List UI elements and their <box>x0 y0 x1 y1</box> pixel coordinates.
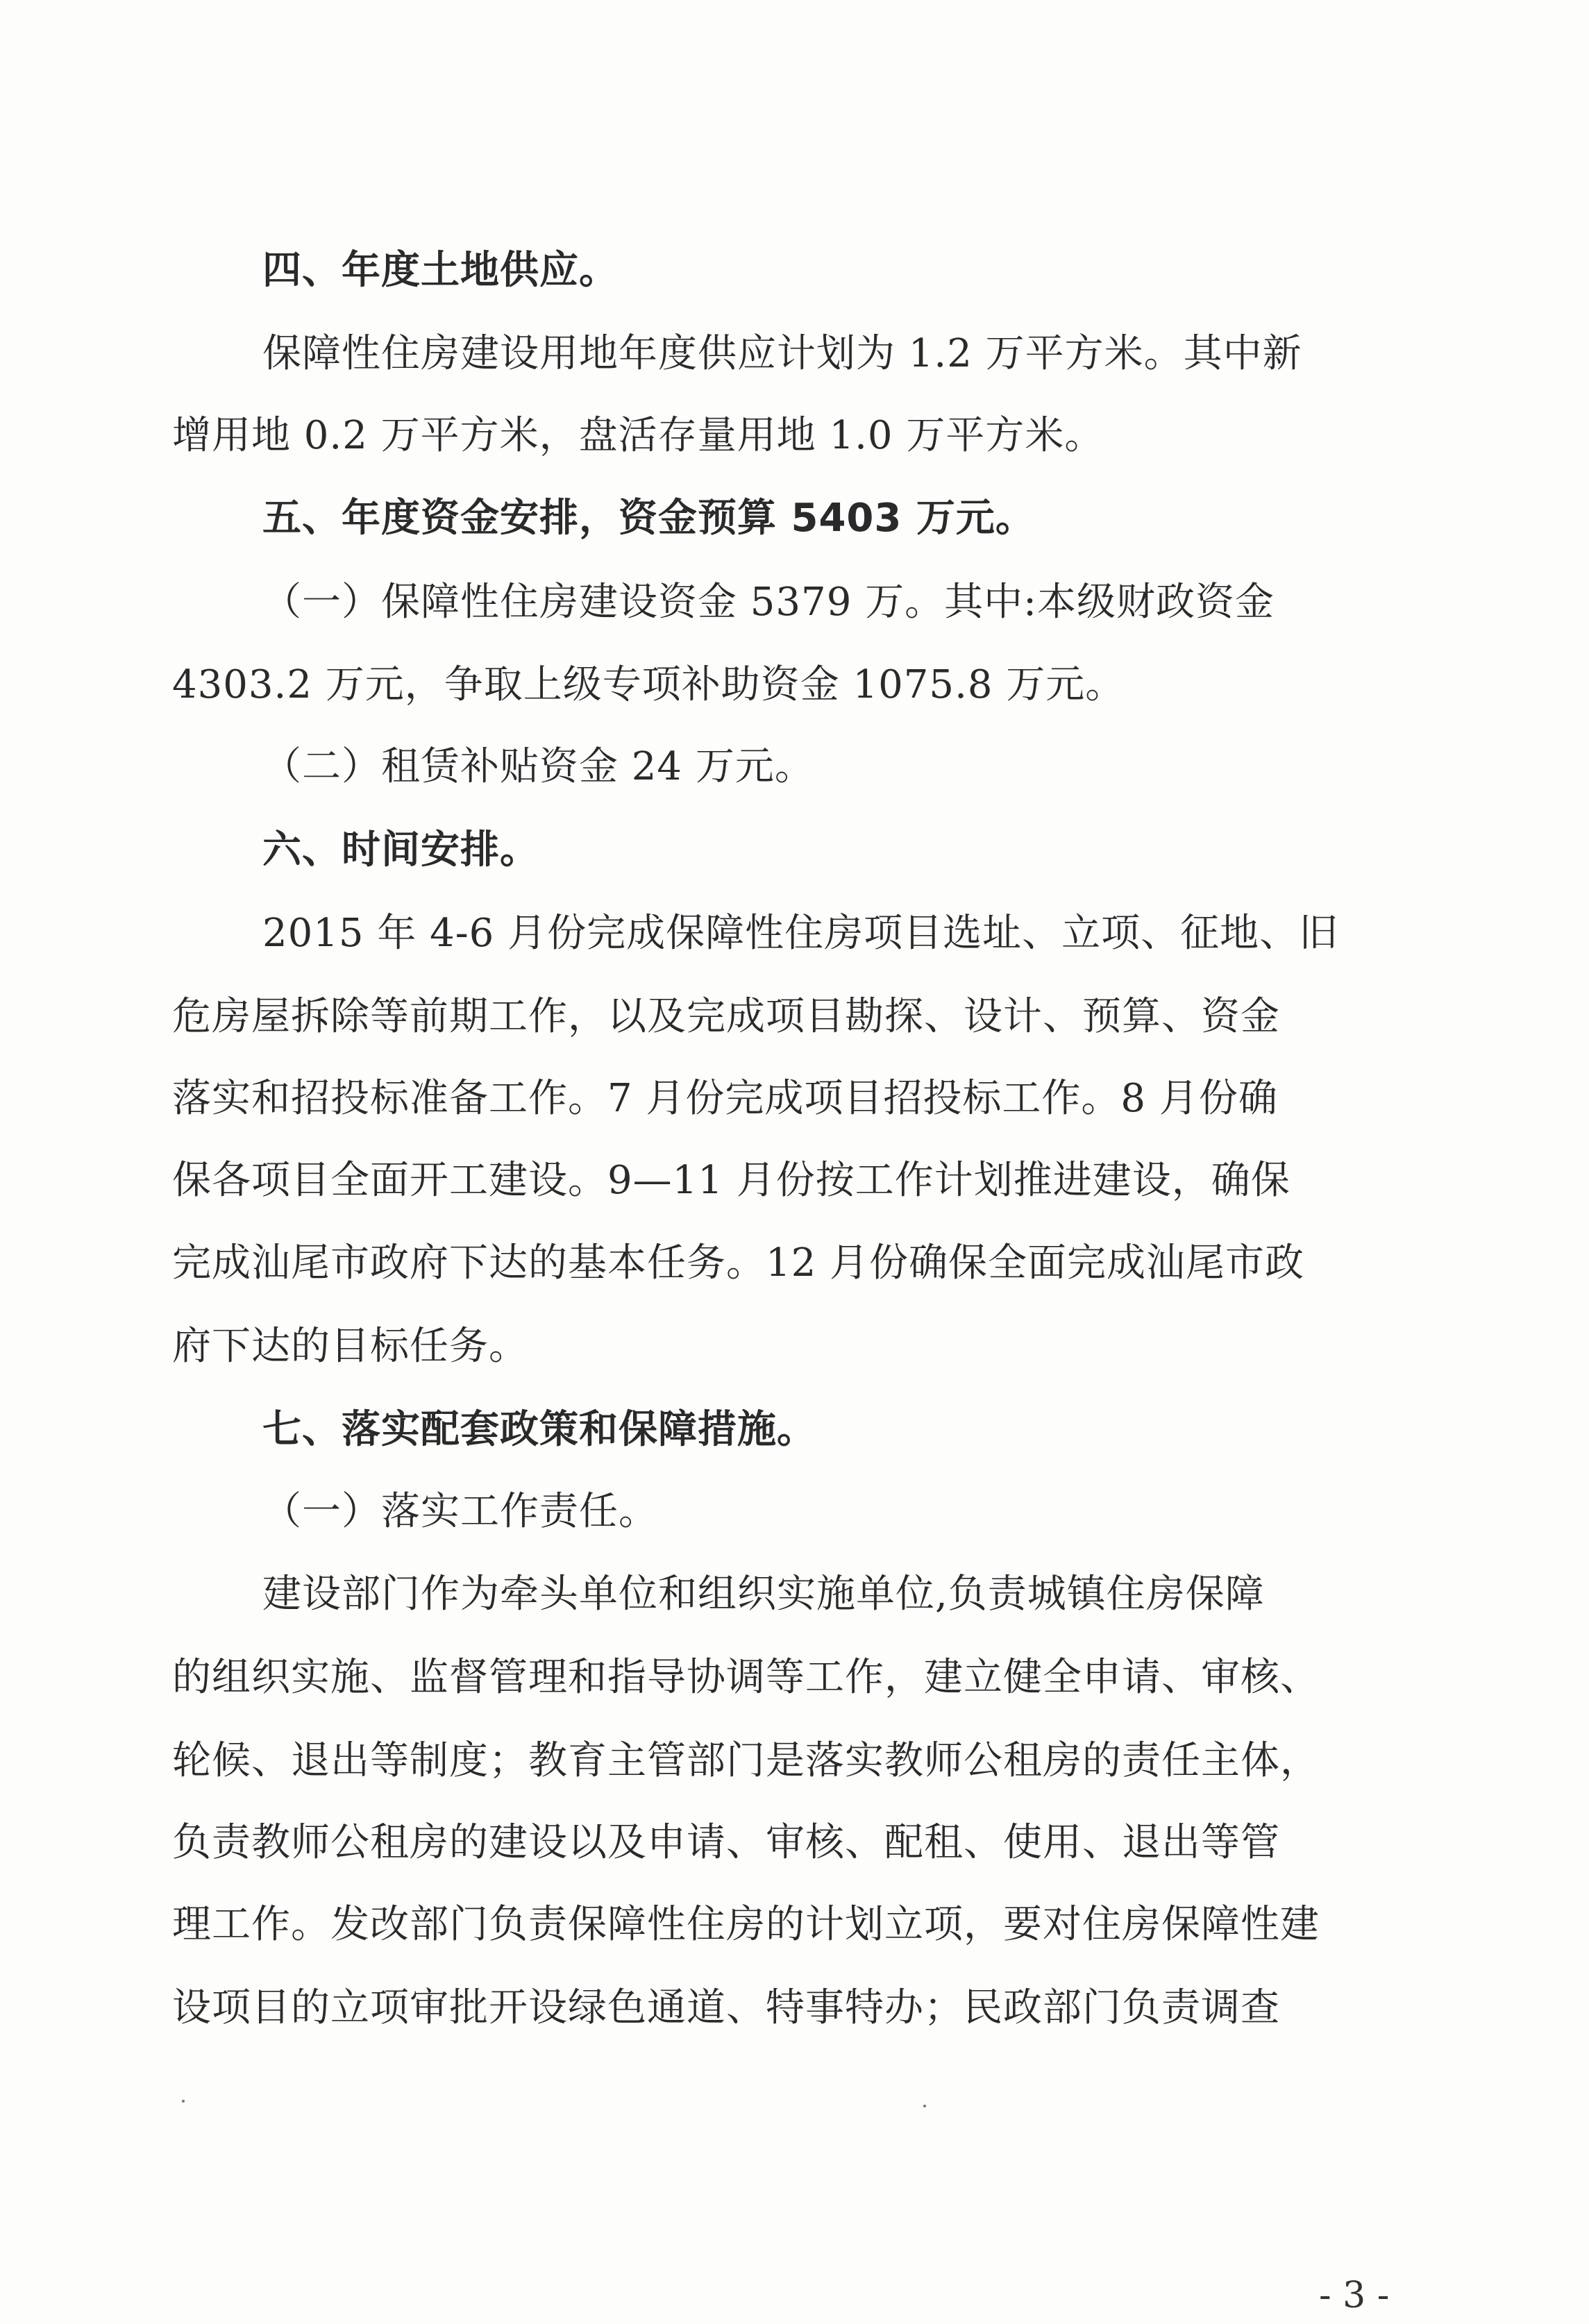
heading-schedule: 六、时间安排。 <box>262 827 539 873</box>
funding-item-1-line: 4303.2 万元，争取上级专项补助资金 1075.8 万元。 <box>172 662 1125 707</box>
funding-item-2: （二）租赁补贴资金 24 万元。 <box>262 744 814 789</box>
measures-paragraph-line: 建设部门作为牵头单位和组织实施单位,负责城镇住房保障 <box>262 1572 1265 1617</box>
schedule-paragraph-line: 落实和招投标准备工作。7 月份完成项目招投标工作。8 月份确 <box>172 1076 1278 1121</box>
schedule-paragraph-line: 保各项目全面开工建设。9—11 月份按工作计划推进建设，确保 <box>172 1158 1290 1203</box>
measures-subheading: （一）落实工作责任。 <box>262 1489 658 1534</box>
heading-funding: 五、年度资金安排，资金预算 5403 万元。 <box>262 496 1035 541</box>
measures-paragraph-line: 的组织实施、监督管理和指导协调等工作，建立健全申请、审核、 <box>172 1655 1320 1700</box>
land-supply-paragraph-line: 增用地 0.2 万平方米，盘活存量用地 1.0 万平方米。 <box>172 413 1104 458</box>
measures-paragraph-line: 设项目的立项审批开设绿色通道、特事特办；民政部门负责调查 <box>172 1985 1280 2030</box>
schedule-paragraph-line: 2015 年 4-6 月份完成保障性住房项目选址、立项、征地、旧 <box>262 911 1339 956</box>
schedule-paragraph-line: 危房屋拆除等前期工作，以及完成项目勘探、设计、预算、资金 <box>172 994 1280 1039</box>
page-number: - 3 - <box>1319 2275 1390 2316</box>
scan-speck <box>182 2100 185 2103</box>
funding-item-1-line: （一）保障性住房建设资金 5379 万。其中:本级财政资金 <box>262 580 1275 625</box>
schedule-paragraph-line: 完成汕尾市政府下达的基本任务。12 月份确保全面完成汕尾市政 <box>172 1240 1305 1286</box>
schedule-paragraph-line: 府下达的目标任务。 <box>172 1324 528 1369</box>
land-supply-paragraph-line: 保障性住房建设用地年度供应计划为 1.2 万平方米。其中新 <box>262 331 1302 376</box>
heading-land-supply: 四、年度土地供应。 <box>262 248 619 293</box>
measures-paragraph-line: 理工作。发改部门负责保障性住房的计划立项，要对住房保障性建 <box>172 1902 1320 1947</box>
measures-paragraph-line: 负责教师公租房的建设以及申请、审核、配租、使用、退出等管 <box>172 1820 1280 1865</box>
measures-paragraph-line: 轮候、退出等制度；教育主管部门是落实教师公租房的责任主体， <box>172 1738 1320 1783</box>
scan-speck <box>923 2105 926 2107</box>
heading-measures: 七、落实配套政策和保障措施。 <box>262 1407 816 1452</box>
